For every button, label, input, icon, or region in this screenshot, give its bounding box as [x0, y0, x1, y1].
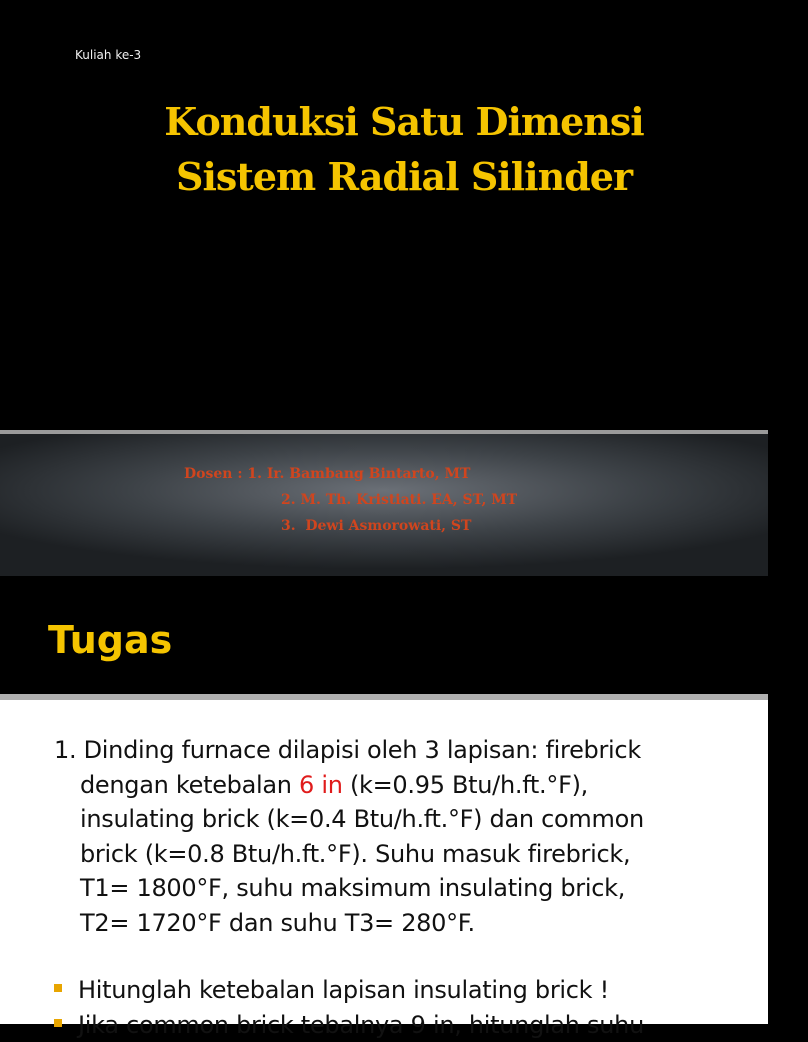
bullet-text: Jika common brick tebalnya 9 in, hitunglah suhu: [78, 1011, 644, 1039]
highlight-thickness: 6 in: [299, 770, 343, 799]
content-area: [0, 700, 768, 1039]
problem-text-segment: (k=0.95 Btu/h.ft.°F),: [342, 770, 588, 799]
title-line-1: Konduksi Satu Dimensi: [164, 99, 644, 144]
bullet-square-icon: [54, 1019, 62, 1027]
problem-line: T1= 1800°F, suhu maksimum insulating brick,: [80, 874, 626, 902]
lecturer-line-1: Dosen : 1. Ir. Bambang Bintarto, MT: [184, 466, 471, 482]
problem-line: 1. Dinding furnace dilapisi oleh 3 lapisan: firebrick: [54, 736, 641, 764]
bullet-square-icon: [54, 984, 62, 992]
lecturer-band: [0, 434, 768, 576]
problem-text: [54, 733, 754, 940]
problem-line: brick (k=0.8 Btu/h.ft.°F). Suhu masuk firebrick,: [80, 839, 631, 868]
slide-heading: Tugas: [48, 618, 173, 662]
problem-line: insulating brick (k=0.4 Btu/h.ft.°F) dan common: [80, 805, 644, 833]
slide-title: [0, 94, 808, 204]
problem-line: [54, 768, 754, 803]
title-line-2: Sistem Radial Silinder: [176, 154, 632, 199]
course-label: Kuliah ke-3: [75, 48, 142, 62]
bullet-item: [54, 973, 609, 1007]
bullet-item: [54, 1008, 644, 1042]
lecturer-line-2: 2. M. Th. Kristiati. EA, ST, MT: [281, 492, 518, 508]
title-slide: [0, 0, 768, 432]
lecturer-line-3: 3. Dewi Asmorowati, ST: [281, 518, 472, 534]
problem-line: T2= 1720°F dan suhu T3= 280°F.: [80, 908, 475, 937]
problem-text-segment: dengan ketebalan: [80, 770, 300, 799]
bullet-text: Hitunglah ketebalan lapisan insulating brick !: [78, 976, 609, 1004]
